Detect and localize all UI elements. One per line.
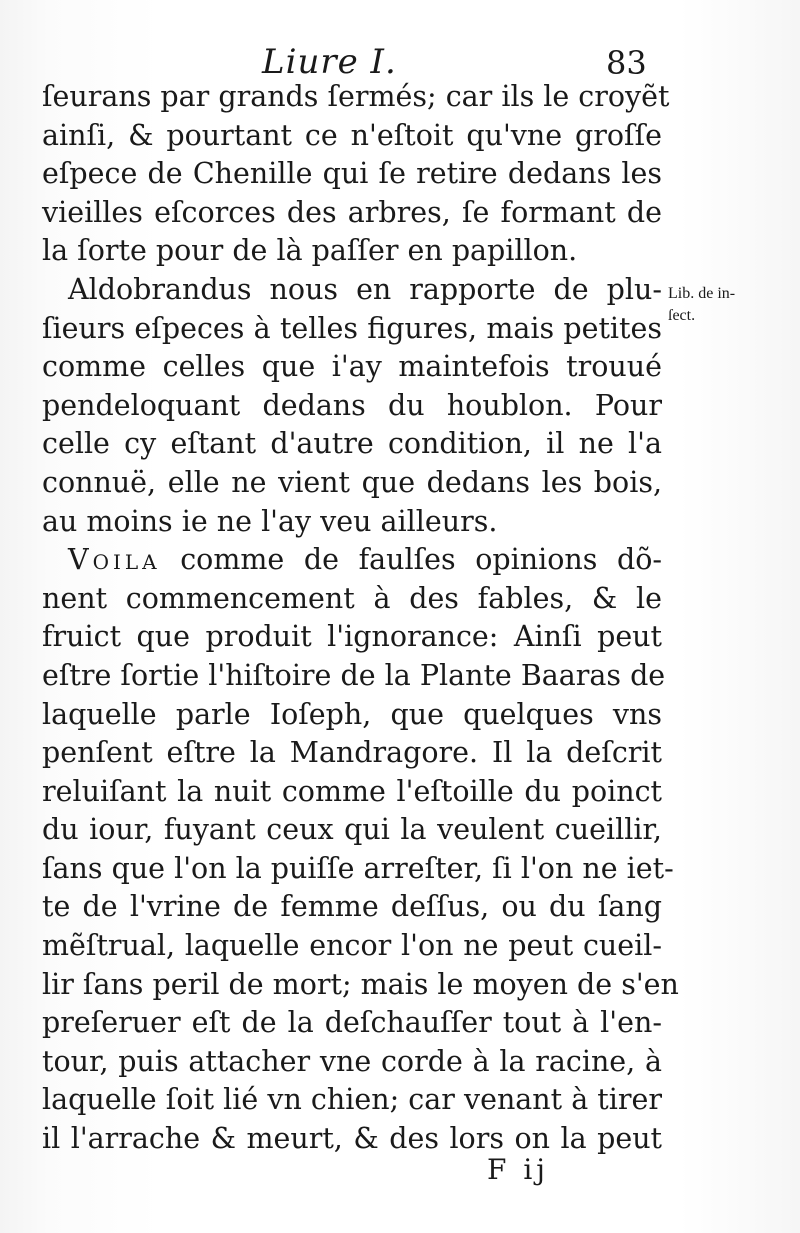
- text-line: nent commencement à des fables, & le: [42, 581, 662, 615]
- text-line: fruict que produit l'ignorance: Ainſi peut: [42, 620, 662, 654]
- text-line: ſeurans par grands ſermés; car ils le croyẽt: [42, 80, 670, 113]
- text-line: eſtre ſortie l'hiſtoire de la Plante Baaras de: [42, 658, 666, 692]
- text-line: du iour, fuyant ceux qui la veulent cueillir,: [42, 813, 662, 847]
- text-line: tour, puis attacher vne corde à la racine, à: [42, 1044, 662, 1078]
- text-line: laquelle ſoit lié vn chien; car venant à tirer: [42, 1083, 662, 1117]
- margin-note-line: ſect.: [668, 307, 696, 324]
- text-line: eſpece de Chenille qui ſe retire dedans les: [42, 157, 662, 191]
- text-line: penſent eſtre la Mandragore. Il la deſcrit: [42, 736, 662, 770]
- text-line: reluiſant la nuit comme l'eſtoille du poinct: [42, 774, 662, 808]
- text-line: ſans que l'on la puiſſe arreſter, ſi l'on ne iet-: [42, 851, 674, 885]
- text-line: Aldobrandus nous en rapporte de plu-: [68, 272, 662, 306]
- text-line: ſieurs eſpeces à telles figures, mais petites: [42, 311, 662, 345]
- text-line: lir ſans peril de mort; mais le moyen de s'en: [42, 967, 679, 1001]
- text-line-rest: comme de faulſes opinions dõ-: [180, 543, 662, 577]
- text-line: au moins ie ne l'ay veu ailleurs.: [42, 504, 498, 538]
- text-line: laquelle parle Ioſeph, que quelques vns: [42, 697, 662, 731]
- margin-note: [668, 283, 735, 327]
- voila-lead: Voila: [68, 543, 161, 577]
- paragraph-start-line: [42, 541, 662, 580]
- text-line: connuë, elle ne vient que dedans les bois,: [42, 465, 662, 499]
- text-line: il l'arrache & meurt, & des lors on la peut: [42, 1122, 662, 1156]
- text-line: comme celles que i'ay maintefois trouué: [42, 350, 662, 384]
- text-line: ainſi, & pourtant ce n'eſtoit qu'vne groſſe: [42, 118, 662, 152]
- text-line: te de l'vrine de femme deſſus, ou du ſang: [42, 890, 662, 924]
- running-title: Liure I.: [262, 42, 397, 82]
- signature-mark: F ij: [487, 1153, 549, 1186]
- text-line: pendeloquant dedans du houblon. Pour: [42, 388, 662, 422]
- text-line: preſeruer eſt de la deſchauſſer tout à l'en-: [42, 1006, 662, 1040]
- body-text: [42, 78, 679, 1159]
- margin-note-line: Lib. de in-: [668, 285, 736, 302]
- text-line: celle cy eſtant d'autre condition, il ne l'a: [42, 427, 662, 461]
- text-line: mẽſtrual, laquelle encor l'on ne peut cueil-: [42, 929, 662, 963]
- text-line: la ſorte pour de là paſſer en papillon.: [42, 234, 578, 268]
- page-number: 83: [606, 44, 647, 82]
- text-line: vieilles eſcorces des arbres, ſe formant de: [42, 195, 662, 229]
